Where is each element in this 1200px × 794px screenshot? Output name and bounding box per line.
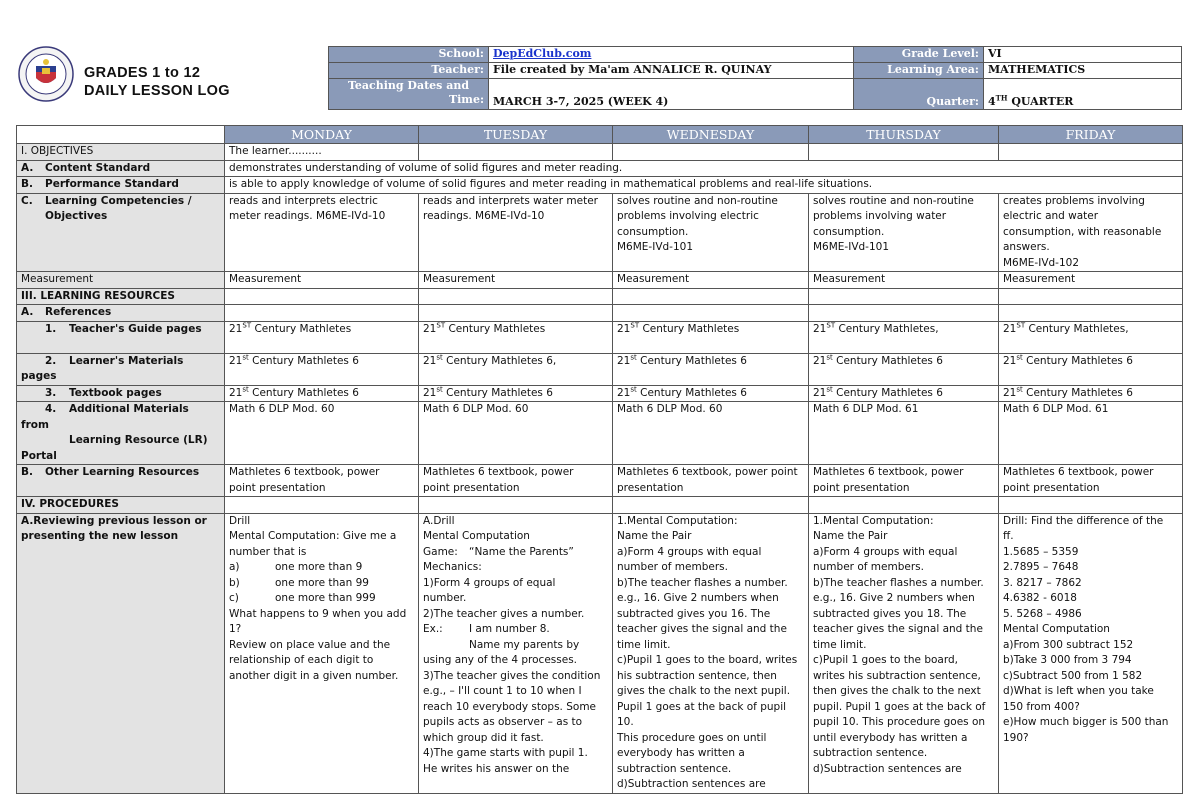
other-friday: Mathletes 6 textbook, power point presentation xyxy=(999,465,1183,497)
learners-materials-row xyxy=(17,353,1183,385)
references-label: A. References xyxy=(17,305,225,322)
additional-materials-label: 4. Additional Materials from Learning Resource (LR) Portal xyxy=(17,402,225,465)
competencies-thursday: solves routine and non-routine problems involving water consumption. M6ME-IVd-101 xyxy=(809,193,999,272)
teacher-value: File created by Ma'am ANNALICE R. QUINAY xyxy=(489,63,854,79)
lm-monday: 21st Century Mathletes 6 xyxy=(225,353,419,385)
tb-tuesday: 21st Century Mathletes 6 xyxy=(419,385,613,402)
tg-monday: 21ST Century Mathletes xyxy=(225,321,419,353)
review-label: A.Reviewing previous lesson or presenting the new lesson xyxy=(17,513,225,793)
lm-friday: 21st Century Mathletes 6 xyxy=(999,353,1183,385)
day-wednesday: WEDNESDAY xyxy=(613,126,809,144)
content-tuesday: Measurement xyxy=(419,272,613,289)
title-line-2: DAILY LESSON LOG xyxy=(84,83,230,99)
objectives-monday: The learner.......... xyxy=(225,144,419,161)
content-label: Measurement xyxy=(17,272,225,289)
other-wednesday: Mathletes 6 textbook, power point presentation xyxy=(613,465,809,497)
competencies-label: C. Learning Competencies / Objectives xyxy=(17,193,225,272)
lm-tuesday: 21st Century Mathletes 6, xyxy=(419,353,613,385)
other-resources-label: B. Other Learning Resources xyxy=(17,465,225,497)
content-thursday: Measurement xyxy=(809,272,999,289)
day-friday: FRIDAY xyxy=(999,126,1183,144)
competencies-row xyxy=(17,193,1183,272)
days-header-row xyxy=(17,126,1183,144)
day-tuesday: TUESDAY xyxy=(419,126,613,144)
learning-area-value: MATHEMATICS xyxy=(984,63,1182,79)
teacher-label: Teacher: xyxy=(329,63,489,79)
tb-friday: 21st Century Mathletes 6 xyxy=(999,385,1183,402)
learning-area-label: Learning Area: xyxy=(854,63,984,79)
tb-monday: 21st Century Mathletes 6 xyxy=(225,385,419,402)
content-friday: Measurement xyxy=(999,272,1183,289)
grade-level-value: VI xyxy=(984,47,1182,63)
tb-wednesday: 21st Century Mathletes 6 xyxy=(613,385,809,402)
references-row xyxy=(17,305,1183,322)
textbook-pages-row xyxy=(17,385,1183,402)
objectives-row xyxy=(17,144,1183,161)
objectives-label: I. OBJECTIVES xyxy=(17,144,225,161)
school-value xyxy=(489,47,854,63)
school-link[interactable]: DepEdClub.com xyxy=(493,47,592,60)
additional-wednesday: Math 6 DLP Mod. 60 xyxy=(613,402,809,465)
tg-thursday: 21ST Century Mathletes, xyxy=(809,321,999,353)
content-standard-text: demonstrates understanding of volume of solid figures and meter reading. xyxy=(225,160,1183,177)
tb-thursday: 21st Century Mathletes 6 xyxy=(809,385,999,402)
lm-thursday: 21st Century Mathletes 6 xyxy=(809,353,999,385)
quarter-label: Quarter: xyxy=(854,79,984,110)
learners-materials-label: 2. Learner's Materials pages xyxy=(17,353,225,385)
review-row xyxy=(17,513,1183,793)
quarter-value: 4TH QUARTER xyxy=(984,79,1182,110)
performance-standard-text: is able to apply knowledge of volume of solid figures and meter reading in mathematical problems and real-life situations. xyxy=(225,177,1183,194)
teachers-guide-label: 1. Teacher's Guide pages xyxy=(17,321,225,353)
review-monday: Drill Mental Computation: Give me a number that is a) one more than 9 b) one more than 99 c) one more than 999 What happens to 9 when you add 1? Review on place value and the relationship of each digit to another digit in a given number. xyxy=(225,513,419,793)
tg-wednesday: 21ST Century Mathletes xyxy=(613,321,809,353)
competencies-tuesday: reads and interprets water meter readings. M6ME-IVd-10 xyxy=(419,193,613,272)
tg-friday: 21ST Century Mathletes, xyxy=(999,321,1183,353)
content-wednesday: Measurement xyxy=(613,272,809,289)
teaching-dates-value: MARCH 3-7, 2025 (WEEK 4) xyxy=(489,79,854,110)
day-thursday: THURSDAY xyxy=(809,126,999,144)
learning-resources-row xyxy=(17,288,1183,305)
grade-level-label: Grade Level: xyxy=(854,47,984,63)
content-monday: Measurement xyxy=(225,272,419,289)
additional-thursday: Math 6 DLP Mod. 61 xyxy=(809,402,999,465)
review-tuesday: A.Drill Mental Computation Game: “Name the Parents” Mechanics: 1)Form 4 groups of equal number. 2)The teacher gives a number. Ex.: I am number 8. Name my parents by using any of the 4 processes. 3)The teacher gives the condition e.g., – I'll count 1 to 10 when I reach 10 everybody stops. Some pupils acts as observer – as to which group did it fast. 4)The game starts with pupil 1. He writes his answer on the xyxy=(419,513,613,793)
additional-monday: Math 6 DLP Mod. 60 xyxy=(225,402,419,465)
day-monday: MONDAY xyxy=(225,126,419,144)
document-title xyxy=(84,64,230,100)
title-line-1: GRADES 1 to 12 xyxy=(84,65,201,81)
performance-standard-label: B. Performance Standard xyxy=(17,177,225,194)
learning-resources-label: III. LEARNING RESOURCES xyxy=(17,288,225,305)
content-row xyxy=(17,272,1183,289)
lm-wednesday: 21st Century Mathletes 6 xyxy=(613,353,809,385)
review-thursday: 1.Mental Computation: Name the Pair a)Form 4 groups with equal number of members. b)The teacher flashes a number. e.g., 16. Give 2 numbers when subtracted gives you 18. The teacher gives the signal and the time limit. c)Pupil 1 goes to the board, writes his subtraction sentence, then gives the chalk to the next pupil. Pupil 1 goes at the back of pupil 10. This procedure goes on until everybody has written a subtraction sentence. d)Subtraction sentences are xyxy=(809,513,999,793)
additional-tuesday: Math 6 DLP Mod. 60 xyxy=(419,402,613,465)
other-tuesday: Mathletes 6 textbook, power point presentation xyxy=(419,465,613,497)
deped-seal-logo xyxy=(18,46,74,102)
other-monday: Mathletes 6 textbook, power point presentation xyxy=(225,465,419,497)
content-standard-label: A. Content Standard xyxy=(17,160,225,177)
tg-tuesday: 21ST Century Mathletes xyxy=(419,321,613,353)
additional-materials-row xyxy=(17,402,1183,465)
teaching-dates-label: Teaching Dates and Time: xyxy=(329,79,489,110)
textbook-pages-label: 3. Textbook pages xyxy=(17,385,225,402)
other-resources-row xyxy=(17,465,1183,497)
procedures-row xyxy=(17,497,1183,514)
procedures-label: IV. PROCEDURES xyxy=(17,497,225,514)
review-friday: Drill: Find the difference of the ff. 1.5685 – 5359 2.7895 – 7648 3. 8217 – 7862 4.6382 - 6018 5. 5268 – 4986 Mental Computation a)From 300 subtract 152 b)Take 3 000 from 3 794 c)Subtract 500 from 1 582 d)What is left when you take 150 from 400? e)How much bigger is 500 than 190? xyxy=(999,513,1183,793)
competencies-wednesday: solves routine and non-routine problems involving electric consumption. M6ME-IVd-101 xyxy=(613,193,809,272)
teachers-guide-row xyxy=(17,321,1183,353)
school-label: School: xyxy=(329,47,489,63)
competencies-friday: creates problems involving electric and water consumption, with reasonable answers. M6ME-IVd-102 xyxy=(999,193,1183,272)
lesson-log-table xyxy=(16,125,1183,794)
content-standard-row xyxy=(17,160,1183,177)
header-info-table xyxy=(328,46,1182,110)
performance-standard-row xyxy=(17,177,1183,194)
competencies-monday: reads and interprets electric meter readings. M6ME-IVd-10 xyxy=(225,193,419,272)
review-wednesday: 1.Mental Computation: Name the Pair a)Form 4 groups with equal number of members. b)The teacher flashes a number. e.g., 16. Give 2 numbers when subtracted gives you 16. The teacher gives the signal and the time limit. c)Pupil 1 goes to the board, writes his subtraction sentence, then gives the chalk to the next pupil. Pupil 1 goes at the back of pupil 10. This procedure goes on until everybody has written a subtraction sentence. d)Subtraction sentences are xyxy=(613,513,809,793)
additional-friday: Math 6 DLP Mod. 61 xyxy=(999,402,1183,465)
other-thursday: Mathletes 6 textbook, power point presentation xyxy=(809,465,999,497)
